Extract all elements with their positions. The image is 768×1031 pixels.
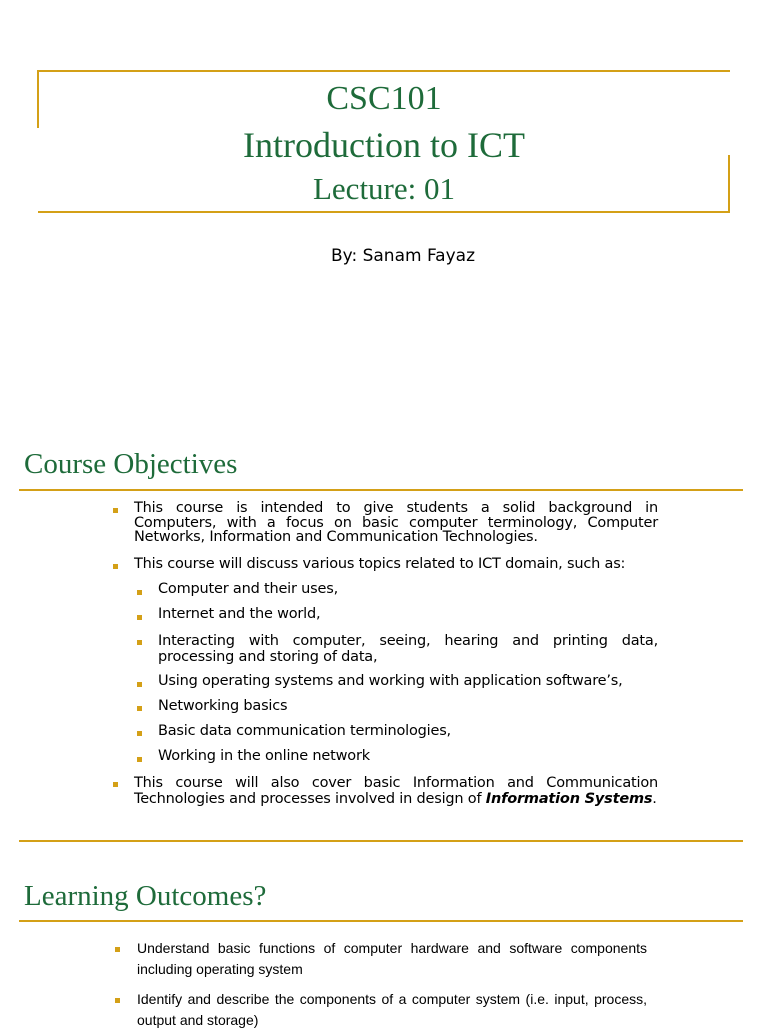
bullet-icon <box>113 564 118 569</box>
bullet-icon <box>115 947 120 952</box>
list-item: Using operating systems and working with application software’s, <box>158 673 623 689</box>
bullet-icon <box>137 590 142 595</box>
bullet-icon <box>113 508 118 513</box>
item-text-end: . <box>652 791 657 807</box>
bullet-icon <box>137 615 142 620</box>
bullet-icon <box>137 731 142 736</box>
list-item: Computer and their uses, <box>158 581 339 597</box>
title-frame-top <box>38 70 730 72</box>
course-objectives-title: Course Objectives <box>24 448 238 480</box>
bullet-icon <box>115 998 120 1003</box>
list-item: Interacting with computer, seeing, hearing and printing data, processing and storing of data, <box>158 633 658 665</box>
list-item <box>134 775 658 807</box>
course-code: CSC101 <box>326 80 442 117</box>
bullet-icon <box>137 682 142 687</box>
bullet-icon <box>113 782 118 787</box>
list-item: This course will discuss various topics related to ICT domain, such as: <box>134 556 626 572</box>
list-item: Internet and the world, <box>158 606 321 622</box>
learning-outcomes-title: Learning Outcomes? <box>24 880 267 912</box>
objectives-bottom-rule <box>19 840 743 842</box>
course-title: Introduction to ICT <box>243 125 525 165</box>
item-text: This course will also cover basic Information and Communication Technologies and processes involved in design of <box>134 775 658 807</box>
list-item: Working in the online network <box>158 748 370 764</box>
list-item: This course is intended to give students a solid background in Computers, with a focus on basic computer terminology, Computer Networks, Information and Communication Technologies. <box>134 500 658 545</box>
list-item: Basic data communication terminologies, <box>158 723 451 739</box>
lecture-number: Lecture: 01 <box>312 171 455 206</box>
list-item: Networking basics <box>158 698 288 714</box>
list-item: Understand basic functions of computer hardware and software components including operating system <box>137 940 647 977</box>
outcomes-title-rule <box>19 920 743 922</box>
author-line: By: Sanam Fayaz <box>330 246 476 266</box>
title-frame-bottom <box>38 211 730 213</box>
list-item: Identify and describe the components of a computer system (i.e. input, process, output and storage) <box>137 991 647 1028</box>
objectives-title-rule <box>19 489 743 491</box>
bullet-icon <box>137 640 142 645</box>
bullet-icon <box>137 757 142 762</box>
information-systems-emphasis: Information Systems <box>485 791 653 807</box>
bullet-icon <box>137 706 142 711</box>
